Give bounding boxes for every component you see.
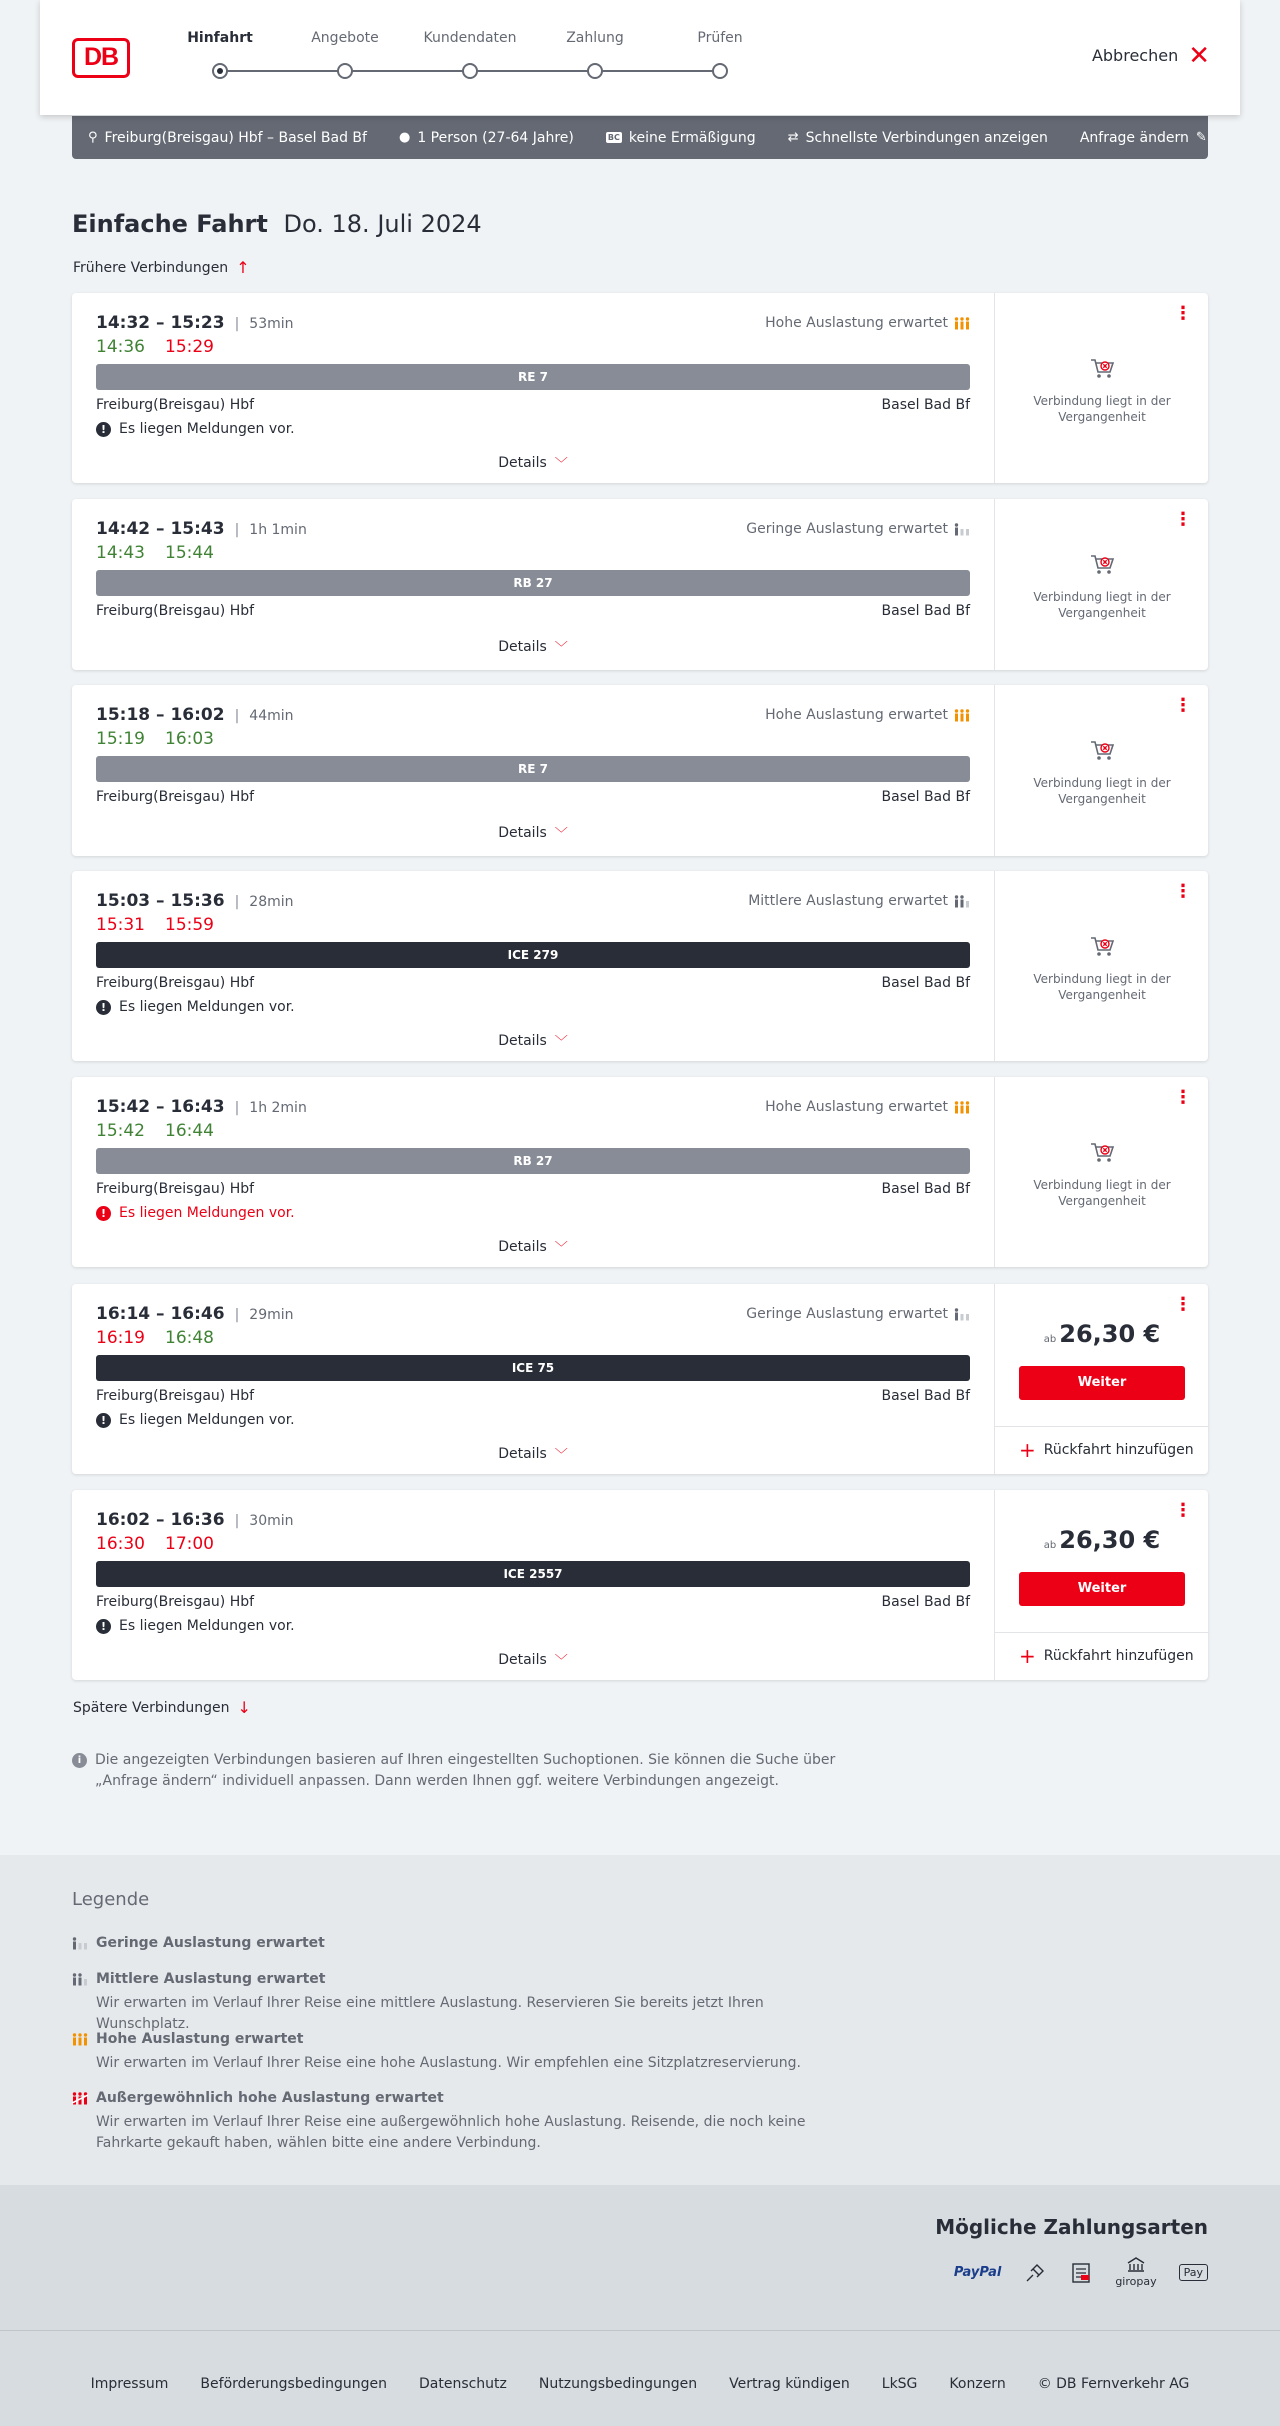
to-station: Basel Bad Bf [881,397,970,413]
price: ab 26,30 € [1043,1526,1161,1554]
details-toggle[interactable]: Details ﹀ [498,1651,568,1669]
realtime-departure: 14:43 [96,543,145,563]
from-station: Freiburg(Breisgau) Hbf [96,975,255,991]
legend-section [0,1855,1280,2185]
past-connection-notice: Verbindung liegt in der Vergangenheit [995,933,1209,1003]
db-logo[interactable]: DB [72,38,130,78]
step-dot [337,63,353,79]
footer-link-vertrag-kuendigen[interactable]: Vertrag kündigen [729,2376,850,2392]
occupancy-high-icon [72,2033,88,2046]
cart-disabled-icon [1088,737,1116,765]
planned-times: 15:03 – 15:36 [96,891,225,911]
details-toggle[interactable]: Details ﹀ [498,1032,568,1050]
add-return-button[interactable]: + Rückfahrt hinzufügen [1019,1644,1194,1668]
footer-link-nutzungsbedingungen[interactable]: Nutzungsbedingungen [538,2376,698,2392]
connection-card [72,499,1208,670]
plus-icon: + [1019,1644,1036,1668]
chevron-down-icon: ﹀ [554,1241,568,1256]
connection-card [72,871,1208,1061]
to-station: Basel Bad Bf [881,603,970,619]
to-station: Basel Bad Bf [881,1594,970,1610]
past-connection-notice: Verbindung liegt in der Vergangenheit [995,737,1209,807]
message-notice[interactable]: ! Es liegen Meldungen vor. [96,999,970,1015]
occupancy-exceptional-icon [72,2092,88,2105]
planned-times: 15:18 – 16:02 [96,705,225,725]
payment-icons [954,2257,1208,2288]
more-options-icon[interactable]: ⋮ [1174,695,1192,716]
more-options-icon[interactable]: ⋮ [1174,1087,1192,1108]
step-zahlung[interactable]: Zahlung [545,30,645,79]
step-dot [587,63,603,79]
person-icon: ● [398,130,411,145]
cart-disabled-icon [1088,551,1116,579]
to-station: Basel Bad Bf [881,789,970,805]
from-station: Freiburg(Breisgau) Hbf [96,789,255,805]
step-kundendaten[interactable]: Kundendaten [420,30,520,79]
divider [995,1426,1209,1427]
details-toggle[interactable]: Details ﹀ [498,1238,568,1256]
occupancy-info: Mittlere Auslastung erwartet [748,893,970,909]
details-toggle[interactable]: Details ﹀ [498,824,568,842]
weiter-button[interactable]: Weiter [1019,1572,1185,1606]
realtime-arrival: 16:44 [165,1121,214,1141]
page-title: Einfache Fahrt Do. 18. Juli 2024 [72,210,482,238]
duration: 53min [249,316,294,332]
occupancy-info: Geringe Auslastung erwartet [746,1306,970,1322]
occupancy-high-icon [954,1101,970,1114]
chevron-down-icon: ﹀ [554,827,568,842]
from-station: Freiburg(Breisgau) Hbf [96,1181,255,1197]
realtime-departure: 14:36 [96,337,145,357]
duration: 1h 2min [249,1100,307,1116]
duration: 29min [249,1307,294,1323]
message-notice[interactable]: ! Es liegen Meldungen vor. [96,421,970,437]
step-dot [712,63,728,79]
past-connection-notice: Verbindung liegt in der Vergangenheit [995,1139,1209,1209]
connection-info[interactable]: 16:14 – 16:46 | 29min Geringe Auslastung erwartet 16:19 16:48 ICE 75 Freiburg(Breisgau) Hbf Basel Bad Bf ! Es liegen Meldungen vor. [96,1304,970,1428]
bahncard-icon: BC [607,133,620,142]
payment-methods-section [0,2185,1280,2330]
realtime-departure: 15:19 [96,729,145,749]
connection-card [72,1077,1208,1267]
chevron-down-icon: ﹀ [554,457,568,472]
realtime-departure: 15:42 [96,1121,145,1141]
occupancy-low-icon [954,523,970,536]
to-station: Basel Bad Bf [881,975,970,991]
to-station: Basel Bad Bf [881,1388,970,1404]
connection-card [72,1490,1208,1680]
past-connection-notice: Verbindung liegt in der Vergangenheit [995,355,1209,425]
close-icon: ✕ [1188,40,1210,71]
connection-card [72,685,1208,856]
weiter-button[interactable]: Weiter [1019,1366,1185,1400]
legend-item: Hohe Auslastung erwartet Wir erwarten im Verlauf Ihrer Reise eine hohe Auslastung. Wir empfehlen eine Sitzplatzreservierung. [72,2031,852,2074]
later-connections-link[interactable]: Spätere Verbindungen ↓ [73,1698,251,1717]
from-station: Freiburg(Breisgau) Hbf [96,397,255,413]
occupancy-medium-icon [72,1973,88,1986]
details-toggle[interactable]: Details ﹀ [498,1445,568,1463]
chevron-down-icon: ﹀ [554,641,568,656]
message-notice[interactable]: ! Es liegen Meldungen vor. [96,1618,970,1634]
discount-summary: BC keine Ermäßigung [607,129,756,146]
occupancy-info: Hohe Auslastung erwartet [765,1099,970,1115]
step-pruefen[interactable]: Prüfen [670,30,770,79]
bank-icon [1126,2257,1146,2273]
duration: 44min [249,708,294,724]
occupancy-low-icon [954,1308,970,1321]
persons-summary: ● 1 Person (27-64 Jahre) [398,129,574,146]
connection-info[interactable]: 14:32 – 15:23 | 53min Hohe Auslastung erwartet 14:36 15:29 RE 7 Freiburg(Breisgau) Hbf Basel Bad Bf ! Es liegen Meldungen vor. [96,313,970,437]
occupancy-low-icon [72,1937,88,1950]
earlier-connections-link[interactable]: Frühere Verbindungen ↑ [73,258,250,277]
giropay-icon: giropay [1115,2257,1156,2288]
more-options-icon[interactable]: ⋮ [1174,509,1192,530]
exclamation-icon: ! [96,1206,111,1221]
occupancy-info: Hohe Auslastung erwartet [765,707,970,723]
realtime-arrival: 15:59 [165,915,214,935]
train-bar[interactable]: RE 7 [96,364,970,390]
search-summary-bar [72,116,1208,159]
planned-times: 14:42 – 15:43 [96,519,225,539]
footer-copyright: © DB Fernverkehr AG [1037,2376,1190,2392]
header [40,0,1240,115]
train-bar[interactable]: ICE 75 [96,1355,970,1381]
cart-disabled-icon [1088,1139,1116,1167]
divider [995,1632,1209,1633]
connection-info[interactable]: 16:02 – 16:36 | 30min 16:30 17:00 ICE 2557 Freiburg(Breisgau) Hbf Basel Bad Bf ! Es liegen Meldungen vor. [96,1510,970,1634]
duration: 28min [249,894,294,910]
connection-card [72,293,1208,483]
realtime-arrival: 15:29 [165,337,214,357]
chevron-down-icon: ﹀ [554,1654,568,1669]
duration: 1h 1min [249,522,307,538]
step-hinfahrt[interactable]: Hinfahrt [170,30,270,79]
progress-steps [170,30,780,90]
duration: 30min [249,1513,294,1529]
train-bar[interactable]: RE 7 [96,756,970,782]
step-dot [462,63,478,79]
connection-info[interactable]: 15:03 – 15:36 | 28min Mittlere Auslastung erwartet 15:31 15:59 ICE 279 Freiburg(Breisgau) Hbf Basel Bad Bf ! Es liegen Meldungen vor. [96,891,970,1015]
legend-item: Mittlere Auslastung erwartet Wir erwarten im Verlauf Ihrer Reise eine mittlere Auslastung. Reservieren Sie bereits jetzt Ihren Wunschplatz. [72,1971,852,2035]
exclamation-icon: ! [96,1413,111,1428]
planned-times: 16:02 – 16:36 [96,1510,225,1530]
footer [0,2330,1280,2426]
pencil-icon: ✎ [1195,130,1207,145]
abort-button[interactable]: Abbrechen ✕ [1091,40,1210,71]
apple-pay-icon: Pay [1179,2264,1208,2281]
train-bar[interactable]: ICE 279 [96,942,970,968]
train-bar[interactable]: RB 27 [96,1148,970,1174]
occupancy-high-icon [954,317,970,330]
plus-icon: + [1019,1438,1036,1462]
footer-link-impressum[interactable]: Impressum [90,2376,169,2392]
change-request-button[interactable]: Anfrage ändern ✎ [1079,129,1207,146]
arrow-down-icon: ↓ [237,1698,251,1717]
realtime-departure: 16:19 [96,1328,145,1348]
location-pin-icon: ⚲ [88,130,98,145]
train-bar[interactable]: RB 27 [96,570,970,596]
realtime-arrival: 17:00 [165,1534,214,1554]
chevron-down-icon: ﹀ [554,1035,568,1050]
arrow-up-icon: ↑ [236,258,250,277]
connection-info[interactable]: 15:42 – 16:43 | 1h 2min Hohe Auslastung erwartet 15:42 16:44 RB 27 Freiburg(Breisgau) Hbf Basel Bad Bf ! Es liegen Meldungen vor. [96,1097,970,1221]
exclamation-icon: ! [96,422,111,437]
message-notice-alert[interactable]: ! Es liegen Meldungen vor. [96,1205,970,1221]
step-dot [212,63,228,79]
occupancy-medium-icon [954,895,970,908]
route-summary: ⚲ Freiburg(Breisgau) Hbf – Basel Bad Bf [88,129,367,146]
footer-link-konzern[interactable]: Konzern [949,2376,1006,2392]
cart-disabled-icon [1088,355,1116,383]
connection-info[interactable]: 14:42 – 15:43 | 1h 1min Geringe Auslastung erwartet 14:43 15:44 RB 27 Freiburg(Breisgau) Hbf Basel Bad Bf [96,519,970,619]
more-options-icon[interactable]: ⋮ [1174,1294,1192,1315]
train-bar[interactable]: ICE 2557 [96,1561,970,1587]
realtime-departure: 15:31 [96,915,145,935]
from-station: Freiburg(Breisgau) Hbf [96,603,255,619]
past-connection-notice: Verbindung liegt in der Vergangenheit [995,551,1209,621]
planned-times: 15:42 – 16:43 [96,1097,225,1117]
connection-card [72,1284,1208,1474]
message-notice[interactable]: ! Es liegen Meldungen vor. [96,1412,970,1428]
occupancy-high-icon [954,709,970,722]
cart-disabled-icon [1088,933,1116,961]
step-angebote[interactable]: Angebote [295,30,395,79]
legend-title: Legende [72,1889,150,1910]
to-station: Basel Bad Bf [881,1181,970,1197]
planned-times: 16:14 – 16:46 [96,1304,225,1324]
info-notice: i Die angezeigten Verbindungen basieren auf Ihren eingestellten Suchoptionen. Sie können die Suche über „Anfrage ändern“ individuell anpassen. Dann werden Ihnen ggf. weitere Verbindungen angezeigt. [72,1750,852,1792]
more-options-icon[interactable]: ⋮ [1174,1500,1192,1521]
paypal-icon: PayPal [953,2265,1002,2280]
realtime-arrival: 15:44 [165,543,214,563]
more-options-icon[interactable]: ⋮ [1174,881,1192,902]
footer-link-datenschutz[interactable]: Datenschutz [418,2376,507,2392]
info-icon: i [72,1753,87,1768]
exclamation-icon: ! [96,1619,111,1634]
details-toggle[interactable]: Details ﹀ [498,454,568,472]
price: ab 26,30 € [1043,1320,1161,1348]
footer-links [0,2376,1280,2392]
swap-arrows-icon: ⇄ [787,130,799,145]
add-return-button[interactable]: + Rückfahrt hinzufügen [1019,1438,1194,1462]
credit-card-hand-icon [1023,2261,1047,2285]
fastest-summary: ⇄ Schnellste Verbindungen anzeigen [787,129,1048,146]
realtime-arrival: 16:03 [165,729,214,749]
occupancy-info: Geringe Auslastung erwartet [746,521,970,537]
more-options-icon[interactable]: ⋮ [1174,303,1192,324]
realtime-arrival: 16:48 [165,1328,214,1348]
from-station: Freiburg(Breisgau) Hbf [96,1388,255,1404]
footer-link-befoerderungsbedingungen[interactable]: Beförderungsbedingungen [200,2376,387,2392]
sepa-direct-debit-icon [1069,2261,1093,2285]
legend-item: Außergewöhnlich hohe Auslastung erwartet Wir erwarten im Verlauf Ihrer Reise eine außergewöhnlich hohe Auslastung. Reisende, die noch keine Fahrkarte gekauft haben, wählen bitte eine andere Verbindung. [72,2090,852,2154]
planned-times: 14:32 – 15:23 [96,313,225,333]
occupancy-info: Hohe Auslastung erwartet [765,315,970,331]
payment-title: Mögliche Zahlungsarten [935,2215,1208,2239]
details-toggle[interactable]: Details ﹀ [498,638,568,656]
exclamation-icon: ! [96,1000,111,1015]
from-station: Freiburg(Breisgau) Hbf [96,1594,255,1610]
legend-item: Geringe Auslastung erwartet [72,1935,852,1951]
footer-link-lksg[interactable]: LkSG [881,2376,918,2392]
chevron-down-icon: ﹀ [554,1448,568,1463]
realtime-departure: 16:30 [96,1534,145,1554]
connection-info[interactable]: 15:18 – 16:02 | 44min Hohe Auslastung erwartet 15:19 16:03 RE 7 Freiburg(Breisgau) Hbf Basel Bad Bf [96,705,970,805]
